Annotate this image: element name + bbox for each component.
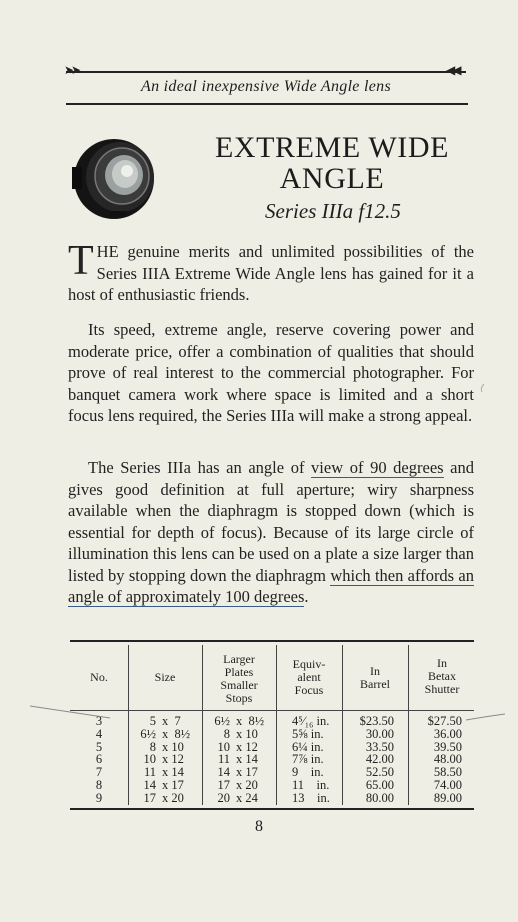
paragraph-3-text-a: The Series IIIa has an angle of xyxy=(88,458,312,477)
top-rule xyxy=(66,71,466,73)
tagline-rule xyxy=(66,103,468,105)
underlined-phrase-2: which then affords an angle of approximately 100 degrees xyxy=(68,565,474,606)
column-divider xyxy=(276,645,277,805)
paragraph-1-text: HE genuine merits and unlimited possibilities of the Series IIIA Extreme Wide Angle lens has gained for it a host of enthusiastic friends. xyxy=(68,242,474,304)
series-subtitle: Series IIIa f12.5 xyxy=(265,199,401,223)
paragraph-1 xyxy=(68,238,474,306)
column-divider xyxy=(128,645,129,805)
header-in-barrel: In Barrel xyxy=(360,664,390,691)
drop-cap: T xyxy=(68,238,94,284)
paragraph-2: Its speed, extreme angle, reserve covering power and moderate price, offer a combination of qualities that should prove of real interest to the commercial photographer. For banquet camera work where space is limited and a short focus lens required, the Series IIIa will make a strong appeal. xyxy=(68,320,474,425)
header-larger-plates: Larger Plates Smaller Stops xyxy=(220,652,258,705)
header-equivalent-focus: Equiv- alent Focus xyxy=(292,657,326,697)
underlined-phrase-1: view of 90 degrees xyxy=(311,458,444,477)
table-top-rule xyxy=(70,640,474,642)
page-number: 8 xyxy=(255,818,263,835)
column-no: 3 4 5 6 7 8 9 xyxy=(95,714,103,805)
table-header-rule xyxy=(70,710,474,711)
right-arrow-ornament: ◀◀ xyxy=(446,63,459,77)
title-line-2: ANGLE xyxy=(279,162,385,195)
paragraph-3-text-c: . xyxy=(304,587,309,606)
column-larger-height: x 8½ x 10 x 12 x 14 x 17 x 20 x 24 xyxy=(236,714,265,805)
header-in-shutter: In Betax Shutter xyxy=(424,656,460,696)
column-divider xyxy=(342,645,343,805)
page-title xyxy=(176,132,488,194)
paragraph-3-text-b: and gives good definition at full aperture; wiry sharpness available when the diaphragm is stopped down (which is essential for depth of focus). Because of its large circle of illumination this lens can be used on a plate a size larger than listed by stopping down the diaphragm xyxy=(68,458,474,585)
left-arrow-ornament: ➤➤ xyxy=(64,63,79,77)
header-no: No. xyxy=(90,670,108,684)
header-size: Size xyxy=(154,670,176,684)
column-size-height: x 7 x 8½ x 10 x 12 x 14 x 17 x 20 xyxy=(162,714,191,805)
paragraph-3 xyxy=(68,457,474,608)
title-line-1: EXTREME WIDE xyxy=(214,131,450,164)
column-size-width: 5 6½ 8 10 11 14 17 xyxy=(140,714,156,805)
column-focus: 4⁵⁄₁₆ in. 5⅝ in. 6¼ in. 7⅞ in. 9 in. 11 in. 13 in. xyxy=(292,714,330,805)
column-larger-width: 6½ 8 10 11 14 17 20 xyxy=(214,714,230,805)
column-shutter-price: $27.50 36.00 39.50 48.00 58.50 74.00 89.00 xyxy=(427,714,462,805)
table-bottom-rule xyxy=(70,808,474,810)
column-divider xyxy=(408,645,409,805)
column-divider xyxy=(202,645,203,805)
tagline: An ideal inexpensive Wide Angle lens xyxy=(141,78,391,95)
column-barrel-price: $23.50 30.00 33.50 42.00 52.50 65.00 80.00 xyxy=(359,714,394,805)
lens-photo xyxy=(70,129,162,223)
